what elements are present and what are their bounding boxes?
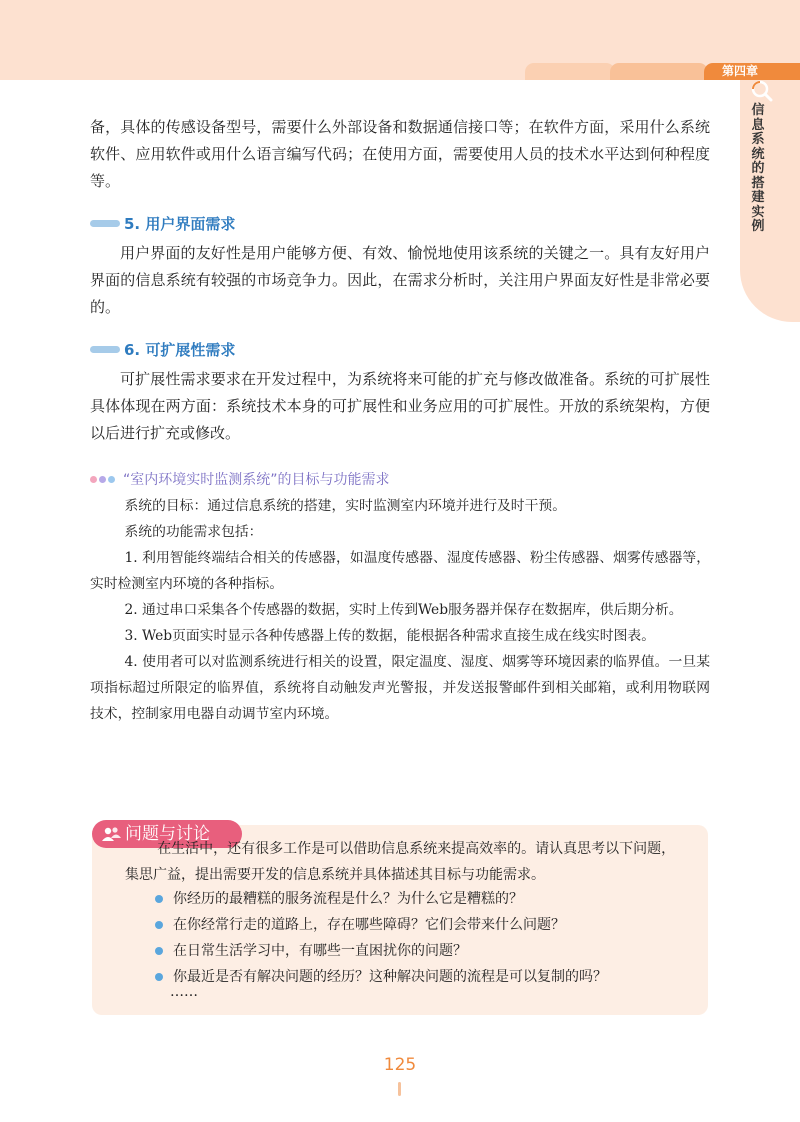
chapter-label: 第四章 xyxy=(704,63,800,80)
case-item: 1. 利用智能终端结合相关的传感器，如温度传感器、湿度传感器、粉尘传感器、烟雾传感器等，实时检测室内环境的各种指标。 xyxy=(90,550,710,592)
list-item xyxy=(155,886,695,912)
case-item: 2. 通过串口采集各个传感器的数据，实时上传到Web服务器并保存在数据库，供后期分析。 xyxy=(124,602,683,618)
list-item xyxy=(155,964,695,990)
case-heading xyxy=(90,469,710,489)
dots-icon xyxy=(90,476,117,483)
list-item xyxy=(155,938,695,964)
people-icon xyxy=(101,826,121,842)
case-title: “室内环境实时监测系统”的目标与功能需求 xyxy=(123,472,390,488)
question-text: 在日常生活学习中，有哪些一直困扰你的问题？ xyxy=(173,943,467,959)
section-body: 用户界面的友好性是用户能够方便、有效、愉悦地使用该系统的关键之一。具有友好用户界面的信息系统有较强的市场竞争力。因此，在需求分析时，关注用户界面友好性是非常必要的。 xyxy=(90,244,710,316)
case-func-intro: 系统的功能需求包括： xyxy=(124,524,263,540)
case-item: 3. Web页面实时显示各种传感器上传的数据，能根据各种需求直接生成在线实时图表。 xyxy=(124,628,655,644)
page-marker xyxy=(398,1082,401,1096)
section-title: 6. 可扩展性需求 xyxy=(124,340,236,359)
header-tab-decor xyxy=(610,63,708,80)
discussion-intro: 在生活中，还有很多工作是可以借助信息系统来提高效率的。请认真思考以下问题，集思广益，提出需要开发的信息系统并具体描述其目标与功能需求。 xyxy=(125,841,676,883)
question-text: 你最近是否有解决问题的经历？这种解决问题的流程是可以复制的吗？ xyxy=(173,969,607,985)
section-body: 可扩展性需求要求在开发过程中，为系统将来可能的扩充与修改做准备。系统的可扩展性具体体现在两方面：系统技术本身的可扩展性和业务应用的可扩展性。开放的系统架构，方便以后进行扩充或修改。 xyxy=(90,370,710,442)
magnifier-icon xyxy=(748,80,774,102)
discussion-ellipsis: …… xyxy=(170,984,198,1000)
section-title: 5. 用户界面需求 xyxy=(124,214,236,233)
bullet-icon xyxy=(155,895,163,903)
main-content xyxy=(90,114,710,727)
section-bar-icon xyxy=(90,346,120,353)
side-chapter-title: 信息系统的搭建实例 xyxy=(751,103,765,234)
bullet-icon xyxy=(155,947,163,955)
discussion-label-text: 问题与讨论 xyxy=(125,824,210,844)
case-goal: 系统的目标：通过信息系统的搭建，实时监测室内环境并进行及时干预。 xyxy=(124,498,566,514)
case-item: 4. 使用者可以对监测系统进行相关的设置，限定温度、湿度、烟雾等环境因素的临界值。一旦某项指标超过所限定的临界值，系统将自动触发声光警报，并发送报警邮件到相关邮箱，或利用物联网技术，控制家用电器自动调节室内环境。 xyxy=(90,654,710,722)
page-number: 125 xyxy=(383,1055,417,1075)
discussion-questions xyxy=(155,886,695,990)
section-heading xyxy=(90,212,710,234)
list-item xyxy=(155,912,695,938)
case-body xyxy=(90,493,710,727)
bullet-icon xyxy=(155,973,163,981)
intro-paragraph: 备，具体的传感设备型号，需要什么外部设备和数据通信接口等；在软件方面，采用什么系统软件、应用软件或用什么语言编写代码；在使用方面，需要使用人员的技术水平达到何种程度等。 xyxy=(90,118,710,190)
question-text: 你经历的最糟糕的服务流程是什么？为什么它是糟糕的？ xyxy=(173,891,523,907)
header-tab-decor xyxy=(525,63,615,80)
section-bar-icon xyxy=(90,220,120,227)
question-text: 在你经常行走的道路上，存在哪些障碍？它们会带来什么问题？ xyxy=(173,917,565,933)
bullet-icon xyxy=(155,921,163,929)
section-heading xyxy=(90,338,710,360)
